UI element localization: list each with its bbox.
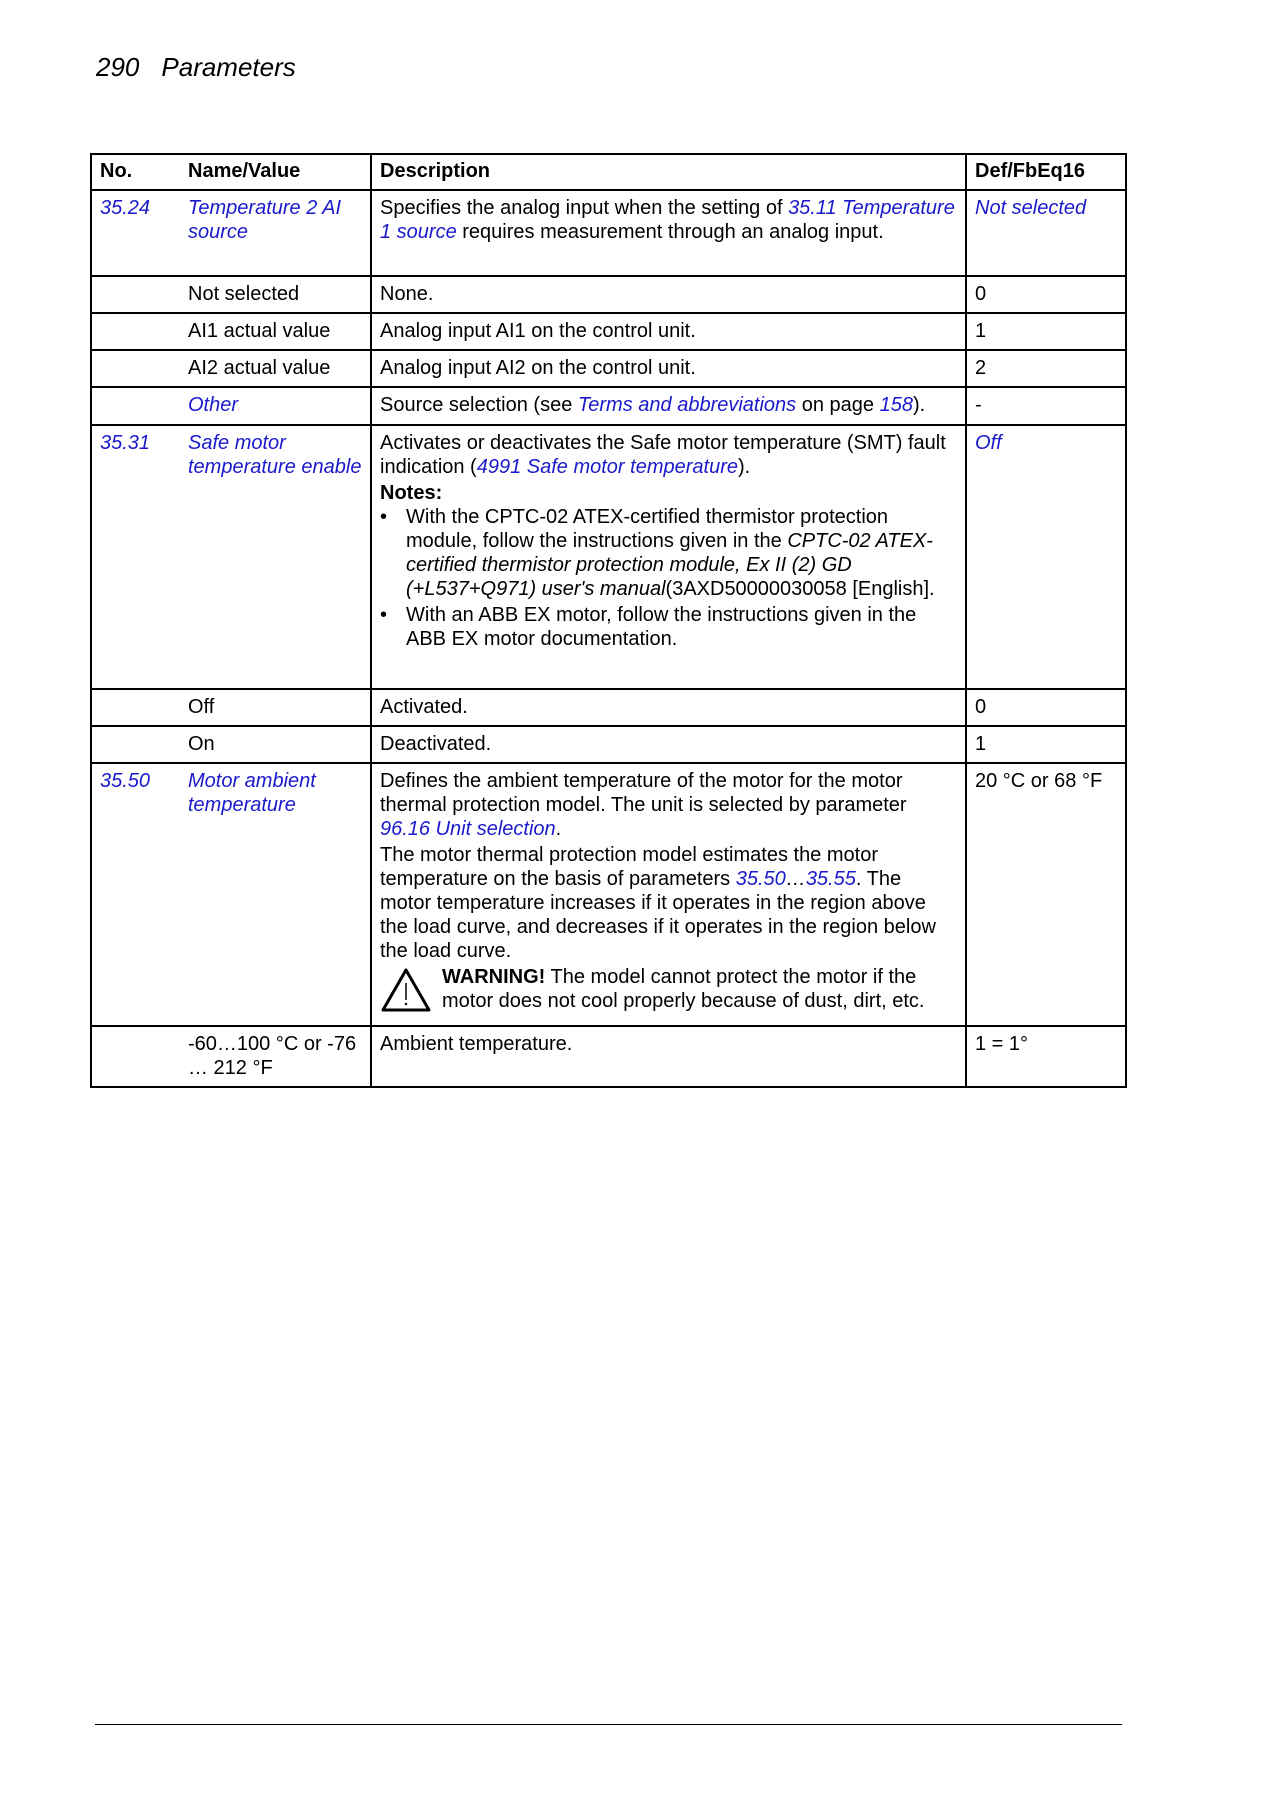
param-link[interactable]: 35.50 (735, 868, 786, 890)
section-title: Parameters (161, 52, 296, 82)
table-row (91, 726, 1126, 763)
table-row (91, 689, 1126, 726)
value-name: AI1 actual value (188, 320, 331, 342)
value-desc: Ambient temperature. (371, 1026, 966, 1087)
table-row (91, 276, 1126, 313)
value-name: Off (188, 696, 215, 718)
col-no: No. (100, 160, 133, 182)
note-text: With the CPTC-02 ATEX-certified thermistor protection module, follow the instructions given in the (406, 506, 889, 552)
manual-title: CPTC-02 ATEX-certified thermistor protection module, Ex II (2) GD (+L537+Q971) user's manual (406, 530, 933, 600)
desc-text: requires measurement through an analog input. (456, 221, 884, 243)
value-name: AI2 actual value (188, 357, 331, 379)
table-row (91, 313, 1126, 350)
table-header-row (91, 154, 1126, 190)
value-desc: Analog input AI1 on the control unit. (371, 313, 966, 350)
desc-text: . The motor temperature increases if it operates in the region above the load curve, and decreases if it operates in the region below the load curve. (380, 868, 936, 962)
value-name: Not selected (188, 283, 300, 305)
desc-text: Source selection (see (380, 394, 578, 416)
desc-text: on page (796, 394, 880, 416)
range-dots: … (785, 868, 806, 890)
value-fbeq: 0 (966, 276, 1126, 313)
value-name: On (188, 733, 215, 755)
table-row (91, 1026, 1126, 1087)
table-row (91, 190, 1126, 276)
param-link[interactable]: 96.16 Unit selection (380, 818, 556, 840)
desc-text: ). (912, 394, 926, 416)
table-row (91, 387, 1126, 425)
warning-block (380, 965, 957, 1013)
value-fbeq: 1 (966, 313, 1126, 350)
param-name[interactable]: Safe motor temperature enable (188, 432, 362, 478)
table-row (91, 425, 1126, 689)
param-name[interactable]: Temperature 2 AI source (188, 197, 342, 243)
terms-link[interactable]: Terms and abbreviations (577, 394, 797, 416)
parameter-table (90, 153, 1127, 1088)
param-number[interactable]: 35.31 (100, 432, 151, 454)
desc-text: Activates or deactivates the Safe motor temperature (SMT) fault indication ( (380, 432, 946, 478)
col-name: Name/Value (188, 160, 301, 182)
page-header (96, 52, 318, 83)
param-link[interactable]: 4991 Safe motor temperature (476, 456, 738, 478)
param-link[interactable]: 35.11 Temperature 1 source (380, 197, 955, 243)
value-desc: Activated. (371, 689, 966, 726)
value-desc: Analog input AI2 on the control unit. (371, 350, 966, 387)
footer-rule (95, 1724, 1122, 1725)
desc-text: The motor thermal protection model estimates the motor temperature on the basis of parameters (380, 844, 878, 890)
note-item (406, 505, 957, 601)
default-value: 20 °C or 68 °F (966, 763, 1126, 1026)
value-fbeq: - (966, 387, 1126, 425)
param-name[interactable]: Motor ambient temperature (188, 770, 316, 816)
value-name-link[interactable]: Other (188, 394, 239, 416)
page-link[interactable]: 158 (879, 394, 913, 416)
desc-text: . (555, 818, 562, 840)
page-number: 290 (96, 52, 140, 82)
param-link[interactable]: 35.55 (805, 868, 856, 890)
table-row (91, 763, 1126, 1026)
param-number[interactable]: 35.50 (100, 770, 151, 792)
param-number[interactable]: 35.24 (100, 197, 151, 219)
value-range: -60…100 °C or -76 … 212 °F (188, 1033, 357, 1079)
value-fbeq: 0 (966, 689, 1126, 726)
note-item: • With an ABB EX motor, follow the instructions given in the ABB EX motor documentation. (406, 603, 957, 651)
desc-text: ). (737, 456, 751, 478)
default-value[interactable]: Not selected (966, 190, 1126, 276)
note-text: (3AXD50000030058 [English]. (665, 578, 935, 600)
value-fbeq: 2 (966, 350, 1126, 387)
value-desc: None. (371, 276, 966, 313)
table-row (91, 350, 1126, 387)
col-def: Def/FbEq16 (966, 154, 1126, 190)
value-desc: Deactivated. (371, 726, 966, 763)
notes-list (380, 505, 957, 651)
desc-text: Specifies the analog input when the setting of (380, 197, 789, 219)
value-fbeq: 1 = 1° (966, 1026, 1126, 1087)
default-value[interactable]: Off (966, 425, 1126, 689)
warning-text: The model cannot protect the motor if the motor does not cool properly because of dust, dirt, etc. (442, 966, 925, 1012)
col-description: Description (371, 154, 966, 190)
warning-triangle-icon (380, 967, 432, 1013)
warning-label: WARNING! (442, 966, 546, 988)
notes-label: Notes: (380, 482, 443, 504)
value-fbeq: 1 (966, 726, 1126, 763)
desc-text: Defines the ambient temperature of the motor for the motor thermal protection model. The unit is selected by parameter (380, 770, 907, 816)
